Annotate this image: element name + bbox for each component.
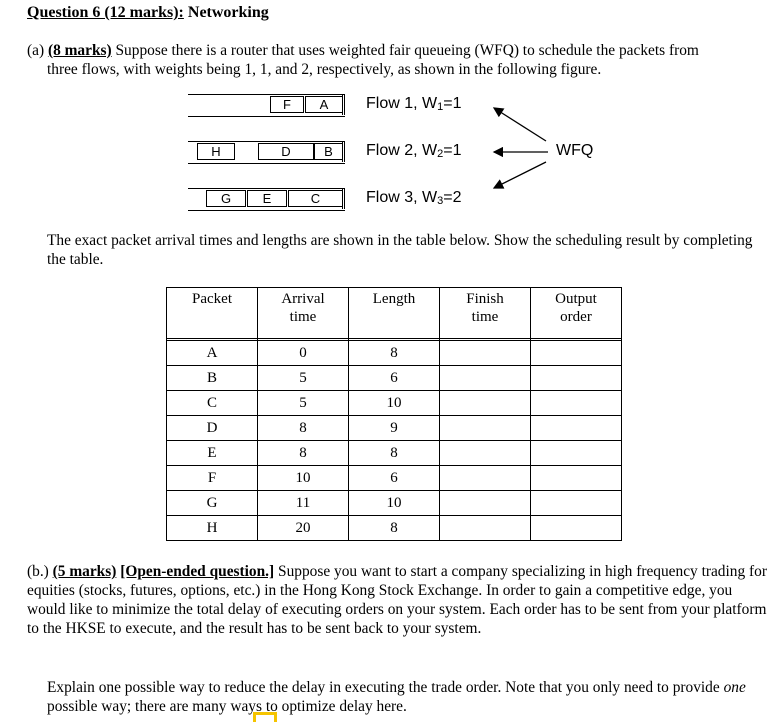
cell-finish[interactable] <box>440 466 531 491</box>
header-order: Output order <box>531 288 622 339</box>
packet-c: C <box>288 190 343 207</box>
table-row <box>167 441 622 466</box>
part-b-body: Suppose you want to start a company specializing in high frequency trading for equities (stocks, futures, options, etc.) in the Hong Kong Stock Exchange. In order to gain a competitive edge, you would like to minimize the total delay of executing orders on your system. Each order has to be sent from your platform to the HKSE to execute, and the result has to be sent back to your system. <box>27 563 767 637</box>
part-b-text <box>27 562 767 638</box>
flow3-queue-end <box>342 188 345 209</box>
cell-packet: D <box>167 416 258 441</box>
packet-g: G <box>206 190 246 207</box>
cell-length: 8 <box>349 516 440 541</box>
cell-arrival: 8 <box>258 416 349 441</box>
packet-table <box>166 287 622 541</box>
flow1-queue <box>188 94 345 117</box>
cell-length: 9 <box>349 416 440 441</box>
cell-order[interactable] <box>531 366 622 391</box>
packet-h: H <box>197 143 235 160</box>
flow2-label: Flow 2, $W_2=1$ <box>366 142 462 160</box>
part-a-text <box>27 41 767 79</box>
cell-order[interactable] <box>531 341 622 366</box>
cell-packet: H <box>167 516 258 541</box>
cell-packet: E <box>167 441 258 466</box>
cell-order[interactable] <box>531 491 622 516</box>
part-a-marks: (8 marks) <box>47 42 112 59</box>
part-a-line1: Suppose there is a router that uses weighted fair queueing (WFQ) to schedule the packets from <box>111 42 699 59</box>
packet-a: A <box>305 96 343 113</box>
cell-packet: C <box>167 391 258 416</box>
part-a-line2: three flows, with weights being 1, 1, and 2, respectively, as shown in the following figure. <box>47 61 602 78</box>
flow3-queue <box>188 188 345 211</box>
packet-b: B <box>314 143 343 160</box>
question-topic: Networking <box>183 4 269 21</box>
arrow-to-flow1 <box>494 108 546 141</box>
part-b-marks: (5 marks) <box>52 563 117 580</box>
table-row <box>167 466 622 491</box>
cell-finish[interactable] <box>440 366 531 391</box>
table-row <box>167 416 622 441</box>
cell-arrival: 10 <box>258 466 349 491</box>
cell-order[interactable] <box>531 416 622 441</box>
table-row <box>167 391 622 416</box>
part-b-label: (b.) <box>27 563 53 580</box>
table-row <box>167 341 622 366</box>
cell-finish[interactable] <box>440 491 531 516</box>
flow1-label: Flow 1, $W_1=1$ <box>366 95 462 113</box>
cell-finish[interactable] <box>440 341 531 366</box>
header-length: Length <box>349 288 440 339</box>
cell-length: 8 <box>349 441 440 466</box>
cell-order[interactable] <box>531 516 622 541</box>
arrow-to-flow3 <box>494 162 546 188</box>
cell-arrival: 0 <box>258 341 349 366</box>
cell-packet: F <box>167 466 258 491</box>
table-header-row <box>167 288 622 339</box>
flow2-queue <box>188 141 345 164</box>
cell-order[interactable] <box>531 441 622 466</box>
cell-finish[interactable] <box>440 516 531 541</box>
cell-arrival: 5 <box>258 366 349 391</box>
header-packet: Packet <box>167 288 258 339</box>
cell-order[interactable] <box>531 391 622 416</box>
header-finish: Finish time <box>440 288 531 339</box>
cell-finish[interactable] <box>440 441 531 466</box>
cell-length: 10 <box>349 491 440 516</box>
table-row <box>167 491 622 516</box>
header-arrival: Arrival time <box>258 288 349 339</box>
cell-arrival: 20 <box>258 516 349 541</box>
question-title <box>27 4 269 22</box>
wfq-arrows <box>480 100 560 195</box>
cell-finish[interactable] <box>440 391 531 416</box>
cell-finish[interactable] <box>440 416 531 441</box>
cell-order[interactable] <box>531 466 622 491</box>
flow3-label: Flow 3, $W_3=2$ <box>366 189 462 207</box>
part-a-label: (a) <box>27 42 48 59</box>
cell-packet: A <box>167 341 258 366</box>
table-intro: The exact packet arrival times and lengths are shown in the table below. Show the scheduling result by completing the table. <box>47 232 753 268</box>
packet-f: F <box>270 96 304 113</box>
table-row <box>167 366 622 391</box>
cursor-marker <box>253 712 277 722</box>
emphasis-one: one <box>723 679 746 696</box>
part-b-tag: [Open-ended question.] <box>120 563 275 580</box>
flow1-queue-end <box>342 94 345 115</box>
cell-arrival: 5 <box>258 391 349 416</box>
cell-packet: B <box>167 366 258 391</box>
flow2-queue-end <box>342 141 345 162</box>
cell-length: 6 <box>349 366 440 391</box>
cell-arrival: 11 <box>258 491 349 516</box>
packet-d: D <box>258 143 314 160</box>
cell-length: 6 <box>349 466 440 491</box>
cell-arrival: 8 <box>258 441 349 466</box>
question-number: Question 6 (12 marks): <box>27 4 184 21</box>
cell-length: 8 <box>349 341 440 366</box>
part-c-text: Explain one possible way to reduce the delay in executing the trade order. Note that you only need to provide one possible way; there are many ways to optimize delay here. <box>47 679 746 715</box>
cell-packet: G <box>167 491 258 516</box>
table-row <box>167 516 622 541</box>
packet-e: E <box>247 190 287 207</box>
cell-length: 10 <box>349 391 440 416</box>
wfq-label: WFQ <box>556 142 594 159</box>
